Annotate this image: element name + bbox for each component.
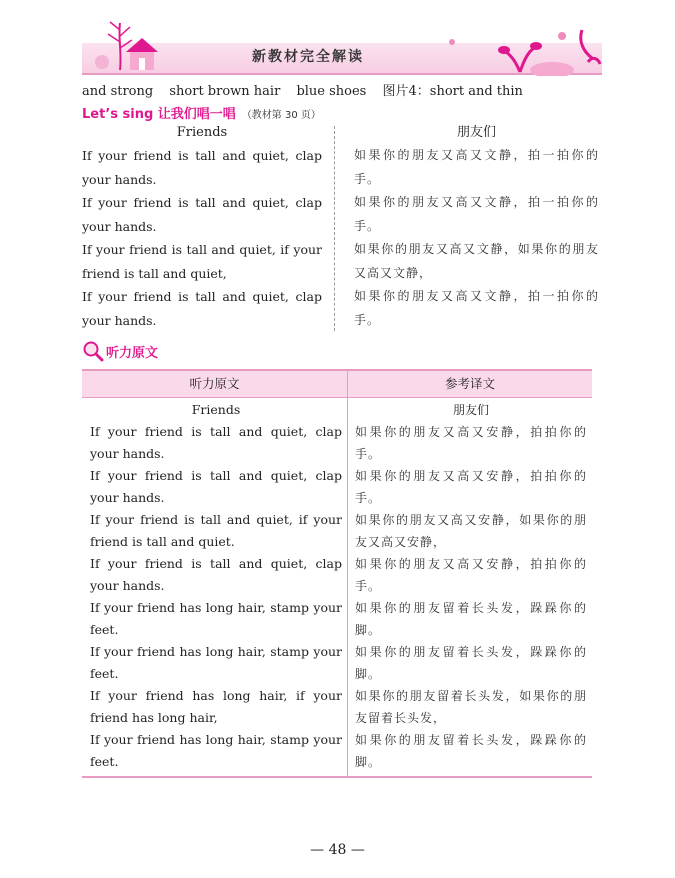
- listening-heading-label: 听力原文: [106, 346, 159, 361]
- transcript-line: If your friend is tall and quiet, clap your hands.: [90, 424, 342, 461]
- transcript-line: If your friend is tall and quiet, if your friend is tall and quiet.: [90, 512, 342, 549]
- column-header-transcript: 听力原文: [189, 376, 240, 391]
- column-header-translation: 参考译文: [444, 376, 495, 391]
- transcript-title: Friends: [191, 402, 241, 417]
- answer-line: [82, 80, 535, 99]
- transcript-line: If your friend is tall and quiet, clap your hands.: [90, 556, 342, 593]
- listening-table: [82, 369, 592, 778]
- transcript-line: If your friend has long hair, stamp your feet.: [90, 732, 342, 769]
- translation-column: [355, 401, 587, 773]
- transcript-line: If your friend is tall and quiet, clap your hands.: [90, 468, 342, 505]
- answer-item: and strong: [82, 84, 154, 99]
- section-title-lets-sing: [82, 103, 321, 122]
- translation-line: 如果你的朋友留着长头发，如果你的朋友留着长头发，: [355, 689, 587, 725]
- translation-line: 如果你的朋友留着长头发，跺跺你的脚。: [355, 733, 587, 769]
- lyric-line: If your friend is tall and quiet, clap your hands.: [82, 148, 322, 187]
- table-column-divider: [347, 371, 348, 776]
- lyric-translation: 如果你的朋友又高又文静，如果你的朋友又高又文静，: [354, 242, 599, 280]
- magnifier-icon: [82, 340, 104, 362]
- header-title: 新教材完全解读: [252, 49, 364, 65]
- song-english-column: [82, 122, 322, 332]
- textbook-page-note: （教材第 30 页）: [241, 110, 321, 121]
- sing-title-text: Let’s sing 让我们唱一唱: [82, 107, 236, 122]
- transcript-line: If your friend has long hair, stamp your feet.: [90, 600, 342, 637]
- translation-line: 如果你的朋友又高又安静，拍拍你的手。: [355, 425, 587, 461]
- answer-item: blue shoes: [296, 84, 367, 99]
- transcript-line: If your friend has long hair, stamp your feet.: [90, 644, 342, 681]
- translation-title: 朋友们: [452, 403, 489, 417]
- lyric-translation: 如果你的朋友又高又文静，拍一拍你的手。: [354, 289, 599, 327]
- column-divider: [334, 126, 335, 331]
- transcript-line: If your friend has long hair, if your friend has long hair,: [90, 688, 342, 725]
- lyric-translation: 如果你的朋友又高又文静，拍一拍你的手。: [354, 148, 599, 186]
- plants-sun-illustration: [442, 22, 602, 76]
- transcript-column: [90, 401, 342, 773]
- translation-line: 如果你的朋友留着长头发，跺跺你的脚。: [355, 645, 587, 681]
- answer-item: 图片4：short and thin: [382, 84, 523, 99]
- song-title-english: Friends: [176, 125, 228, 140]
- lyric-translation: 如果你的朋友又高又文静，拍一拍你的手。: [354, 195, 599, 233]
- page-header: [82, 18, 602, 76]
- translation-line: 如果你的朋友留着长头发，跺跺你的脚。: [355, 601, 587, 637]
- lyric-line: If your friend is tall and quiet, clap your hands.: [82, 289, 322, 328]
- song-chinese-column: [354, 122, 599, 332]
- translation-line: 如果你的朋友又高又安静，拍拍你的手。: [355, 557, 587, 593]
- table-header-row: [82, 371, 592, 398]
- translation-line: 如果你的朋友又高又安静，如果你的朋友又高又安静，: [355, 513, 587, 549]
- lyric-line: If your friend is tall and quiet, clap your hands.: [82, 195, 322, 234]
- translation-line: 如果你的朋友又高又安静，拍拍你的手。: [355, 469, 587, 505]
- house-tree-illustration: [90, 18, 170, 74]
- lyric-line: If your friend is tall and quiet, if your friend is tall and quiet,: [82, 242, 322, 281]
- answer-item: short brown hair: [169, 84, 281, 99]
- song-title-chinese: 朋友们: [456, 125, 496, 140]
- page-number: — 48 —: [310, 842, 365, 858]
